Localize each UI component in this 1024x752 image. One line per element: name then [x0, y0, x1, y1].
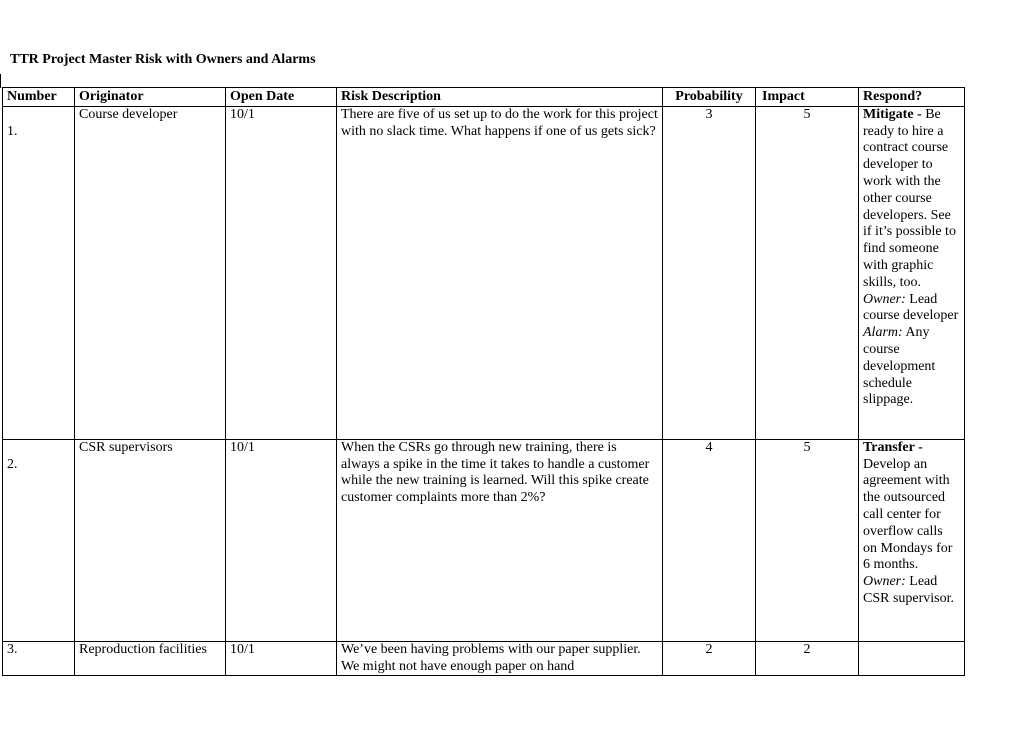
row-originator: Course developer	[75, 106, 226, 439]
alarm-label: Alarm:	[863, 325, 903, 341]
row-description: We’ve been having problems with our paper supplier. We might not have enough paper on hand	[337, 641, 663, 676]
respond-strategy: Mitigate -	[863, 106, 922, 122]
row-originator: CSR supervisors	[75, 439, 226, 641]
row-probability: 4	[663, 439, 756, 641]
owner-label: Owner:	[863, 291, 906, 307]
row-number: 2.	[3, 439, 75, 641]
respond-text: Be ready to hire a contract course developer to work with the other course developers. See if it’s possible to find someone with graphic skills, too.	[863, 106, 956, 290]
risk-table	[2, 87, 965, 676]
col-number: Number	[3, 88, 75, 107]
col-probability: Probability	[663, 88, 756, 107]
row-description: There are five of us set up to do the work for this project with no slack time. What happens if one of us gets sick?	[337, 106, 663, 439]
row-impact: 2	[756, 641, 859, 676]
respond-owner: Lead course developer	[863, 291, 959, 324]
row-originator: Reproduction facilities	[75, 641, 226, 676]
row-impact: 5	[756, 106, 859, 439]
col-open-date: Open Date	[226, 88, 337, 107]
respond-owner: Lead CSR supervisor.	[863, 574, 955, 606]
row-description: When the CSRs go through new training, there is always a spike in the time it takes to handle a customer while the new training is learned. Will this spike create customer complaints more than 2%?	[337, 439, 663, 641]
row-probability: 3	[663, 106, 756, 439]
row-open-date: 10/1	[226, 106, 337, 439]
row-number: 1.	[3, 106, 75, 439]
page-title: TTR Project Master Risk with Owners and Alarms	[10, 52, 316, 67]
row-respond	[859, 439, 965, 641]
table-header-row	[3, 88, 965, 107]
respond-text: Develop an agreement with the outsourced call center for overflow calls on Mondays for 6 months.	[863, 456, 953, 573]
table-row	[3, 439, 965, 641]
col-originator: Originator	[75, 88, 226, 107]
row-impact: 5	[756, 439, 859, 641]
row-probability: 2	[663, 641, 756, 676]
row-number: 3.	[3, 641, 75, 676]
row-open-date: 10/1	[226, 641, 337, 676]
row-respond	[859, 106, 965, 439]
respond-strategy: Transfer -	[863, 439, 923, 455]
row-open-date: 10/1	[226, 439, 337, 641]
table-row	[3, 641, 965, 676]
margin-mark	[0, 74, 1, 88]
respond-alarm: Any course development schedule slippage.	[863, 325, 936, 408]
owner-label: Owner:	[863, 574, 906, 590]
table-row	[3, 106, 965, 439]
col-risk-description: Risk Description	[337, 88, 663, 107]
col-respond: Respond?	[859, 88, 965, 107]
row-respond	[859, 641, 965, 676]
col-impact: Impact	[756, 88, 859, 107]
